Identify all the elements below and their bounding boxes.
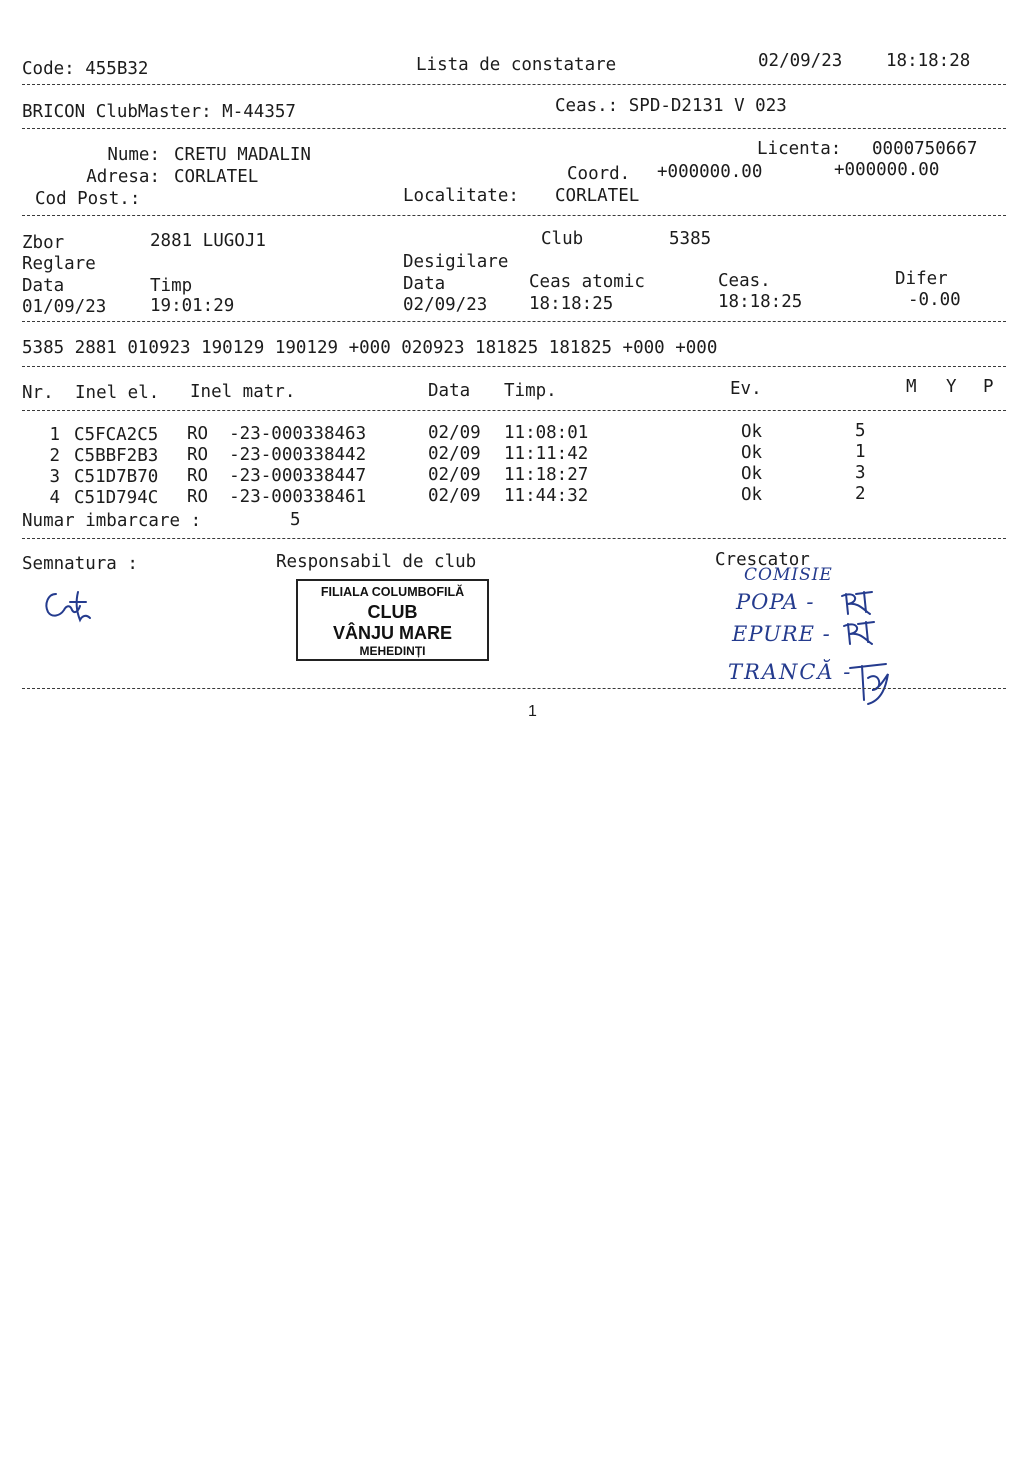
col-header-y: Y bbox=[946, 377, 957, 397]
divider bbox=[22, 128, 1006, 129]
event-status: Ok bbox=[741, 464, 763, 484]
club-stamp bbox=[296, 579, 489, 661]
clock-id: Ceas.: SPD-D2131 V 023 bbox=[555, 96, 787, 116]
stamp-line-4: MEHEDINȚI bbox=[359, 643, 426, 658]
name-label: Nume: bbox=[107, 145, 160, 165]
arrival-date: 02/09 bbox=[428, 486, 481, 506]
row-value: 3 bbox=[855, 463, 866, 483]
handwritten-tranca: TRANCĂ - bbox=[728, 660, 853, 684]
coord-label: Coord. bbox=[567, 164, 631, 184]
desigilare-date-label: Data bbox=[403, 274, 446, 294]
postal-label: Cod Post.: bbox=[35, 189, 141, 209]
document-code: Code: 455B32 bbox=[22, 59, 149, 79]
difference-value: -0.00 bbox=[908, 290, 961, 310]
desigilare-date: 02/09/23 bbox=[403, 295, 488, 315]
stamp-line-2: CLUB bbox=[367, 601, 418, 622]
clubmaster-id: BRICON ClubMaster: M-44357 bbox=[22, 102, 296, 122]
divider bbox=[22, 410, 1006, 411]
difference-label: Difer bbox=[895, 269, 948, 289]
coord-y: +000000.00 bbox=[834, 160, 940, 180]
divider bbox=[22, 84, 1006, 85]
row-value: 2 bbox=[855, 484, 866, 504]
col-header-inel-el: Inel el. bbox=[75, 383, 160, 403]
divider bbox=[22, 321, 1006, 322]
registration-ring: RO -23-000338442 bbox=[187, 445, 367, 465]
handwritten-popa: POPA - bbox=[736, 590, 823, 614]
reglare-date-label: Data bbox=[22, 276, 65, 296]
reglare-date: 01/09/23 bbox=[22, 297, 107, 317]
club-label: Club bbox=[541, 229, 584, 249]
document-date: 02/09/23 bbox=[758, 51, 843, 71]
row-number: 1 bbox=[49, 425, 60, 445]
arrival-date: 02/09 bbox=[428, 423, 481, 443]
col-header-ev: Ev. bbox=[730, 379, 762, 399]
col-header-m: M bbox=[906, 377, 917, 397]
reglare-label: Reglare bbox=[22, 254, 96, 274]
locality-value: CORLATEL bbox=[555, 186, 640, 206]
electronic-ring: C51D794C bbox=[74, 488, 159, 508]
license-number: 0000750667 bbox=[872, 139, 978, 159]
boarding-count-value: 5 bbox=[290, 510, 301, 530]
license-label: Licenta: bbox=[757, 139, 842, 159]
desigilare-label: Desigilare bbox=[403, 252, 509, 272]
owner-name: CRETU MADALIN bbox=[174, 145, 311, 165]
col-header-data: Data bbox=[428, 381, 471, 401]
flight-value: 2881 LUGOJ1 bbox=[150, 231, 266, 251]
col-header-timp: Timp. bbox=[504, 381, 557, 401]
electronic-ring: C5FCA2C5 bbox=[74, 425, 159, 445]
signature-scribble bbox=[40, 586, 96, 626]
handwritten-commission: COMISIE bbox=[744, 565, 833, 585]
initials-scribble bbox=[838, 588, 878, 618]
clock-label: Ceas. bbox=[718, 271, 771, 291]
reglare-time-label: Timp bbox=[150, 276, 193, 296]
atomic-clock-label: Ceas atomic bbox=[529, 272, 645, 292]
row-number: 4 bbox=[49, 488, 60, 508]
document-title: Lista de constatare bbox=[416, 55, 617, 75]
arrival-date: 02/09 bbox=[428, 444, 481, 464]
reglare-time: 19:01:29 bbox=[150, 296, 235, 316]
locality-label: Localitate: bbox=[403, 186, 519, 206]
atomic-clock-time: 18:18:25 bbox=[529, 294, 614, 314]
divider bbox=[22, 538, 1006, 539]
electronic-ring: C5BBF2B3 bbox=[74, 446, 159, 466]
event-status: Ok bbox=[741, 443, 763, 463]
address-label: Adresa: bbox=[86, 167, 160, 187]
col-header-nr: Nr. bbox=[22, 383, 54, 403]
signature-label: Semnatura : bbox=[22, 554, 138, 574]
event-status: Ok bbox=[741, 422, 763, 442]
boarding-count-label: Numar imbarcare : bbox=[22, 511, 202, 531]
club-value: 5385 bbox=[669, 229, 712, 249]
registration-ring: RO -23-000338447 bbox=[187, 466, 367, 486]
stamp-line-1: FILIALA COLUMBOFILĂ bbox=[320, 585, 465, 599]
club-responsible-label: Responsabil de club bbox=[276, 552, 477, 572]
flight-label: Zbor bbox=[22, 233, 65, 253]
registration-ring: RO -23-000338461 bbox=[187, 487, 367, 507]
row-value: 5 bbox=[855, 421, 866, 441]
divider bbox=[22, 688, 1006, 689]
page-number: 1 bbox=[528, 703, 537, 720]
coord-x: +000000.00 bbox=[657, 162, 763, 182]
registration-ring: RO -23-000338463 bbox=[187, 424, 367, 444]
document-time: 18:18:28 bbox=[886, 51, 971, 71]
row-value: 1 bbox=[855, 442, 866, 462]
arrival-date: 02/09 bbox=[428, 465, 481, 485]
col-header-inel-matr: Inel matr. bbox=[190, 382, 296, 402]
owner-address: CORLATEL bbox=[174, 167, 259, 187]
stamp-line-3: VÂNJU MARE bbox=[332, 622, 452, 643]
initials-scribble bbox=[846, 660, 896, 708]
event-status: Ok bbox=[741, 485, 763, 505]
clock-time: 18:18:25 bbox=[718, 292, 803, 312]
arrival-time: 11:11:42 bbox=[504, 444, 589, 464]
arrival-time: 11:44:32 bbox=[504, 486, 589, 506]
col-header-p: P bbox=[983, 377, 994, 397]
arrival-time: 11:18:27 bbox=[504, 465, 589, 485]
electronic-ring: C51D7B70 bbox=[74, 467, 159, 487]
encoded-line: 5385 2881 010923 190129 190129 +000 020923 181825 181825 +000 +000 bbox=[22, 338, 718, 358]
row-number: 2 bbox=[49, 446, 60, 466]
divider bbox=[22, 366, 1006, 367]
initials-scribble bbox=[840, 618, 880, 648]
row-number: 3 bbox=[49, 467, 60, 487]
breeder-label: Crescator bbox=[715, 550, 810, 570]
divider bbox=[22, 215, 1006, 216]
handwritten-epure: EPURE - bbox=[732, 622, 839, 646]
arrival-time: 11:08:01 bbox=[504, 423, 589, 443]
